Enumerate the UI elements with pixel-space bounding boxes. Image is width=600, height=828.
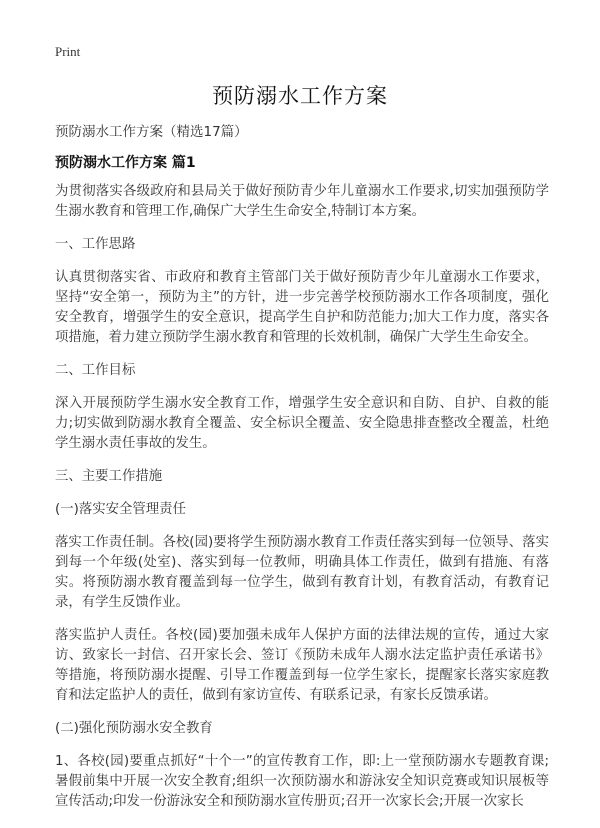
subsection-heading: (一)落实安全管理责任 (55, 502, 186, 517)
document-body (55, 182, 549, 825)
intro-paragraph: 为贯彻落实各级政府和县局关于做好预防青少年儿童溺水工作要求,切实加强预防学生溺水教育和管理工作,确保广大学生生命安全,特制订本方案。 (55, 184, 549, 219)
paragraph: 落实监护人责任。各校(园)要加强未成年人保护方面的法律法规的宣传，通过大家访、致家长一封信、召开家长会、签订《预防未成年人溺水法定监护责任承诺书》等措施，将预防溺水提醒、引导工作覆盖到每一位学生家长，提醒家长落实家庭教育和法定监护人的责任，做到有家访宣传、有联系记录，有家长反馈承诺。 (55, 628, 549, 703)
print-label[interactable]: Print (55, 44, 81, 59)
section-heading: 一、工作思路 (55, 237, 136, 252)
document-title: 预防溺水工作方案 (212, 84, 388, 108)
subsection-heading: (二)强化预防溺水安全教育 (55, 721, 213, 736)
paragraph: 认真贯彻落实省、市政府和教育主管部门关于做好预防青少年儿童溺水工作要求，坚持“安全第一，预防为主”的方针，进一步完善学校预防溺水工作各项制度，强化安全教育，增强学生的安全意识，提高学生自护和防范能力;加大工作力度，落实各项措施，着力建立预防学生溺水教育和管理的长效机制，确保广大学生生命安全。 (55, 270, 549, 345)
document-subtitle: 预防溺水工作方案（精选17篇） (55, 124, 248, 140)
section-heading: 三、主要工作措施 (55, 469, 163, 484)
paragraph: 深入开展预防学生溺水安全教育工作，增强学生安全意识和自防、自护、自救的能力;切实做到防溺水教育全覆盖、安全标识全覆盖、安全隐患排查整改全覆盖，杜绝学生溺水责任事故的发生。 (55, 396, 549, 451)
section-heading: 二、工作目标 (55, 363, 136, 378)
paragraph: 落实工作责任制。各校(园)要将学生预防溺水教育工作责任落实到每一位领导、落实到每一个年级(处室)、落实到每一位教师，明确具体工作责任，做到有措施、有落实。将预防溺水教育覆盖到每一位学生，做到有教育计划，有教育活动，有教育记录，有学生反馈作业。 (55, 535, 549, 610)
paragraph: 1、各校(园)要重点抓好“十个一”的宣传教育工作，即:上一堂预防溺水专题教育课;暑假前集中开展一次安全教育;组织一次预防溺水和游泳安全知识竞赛或知识展板等宣传活动;印发一份游泳安全和预防溺水宣传册页;召开一次家长会;开展一次家长 (55, 754, 549, 809)
article-heading: 预防溺水工作方案 篇1 (55, 155, 196, 171)
